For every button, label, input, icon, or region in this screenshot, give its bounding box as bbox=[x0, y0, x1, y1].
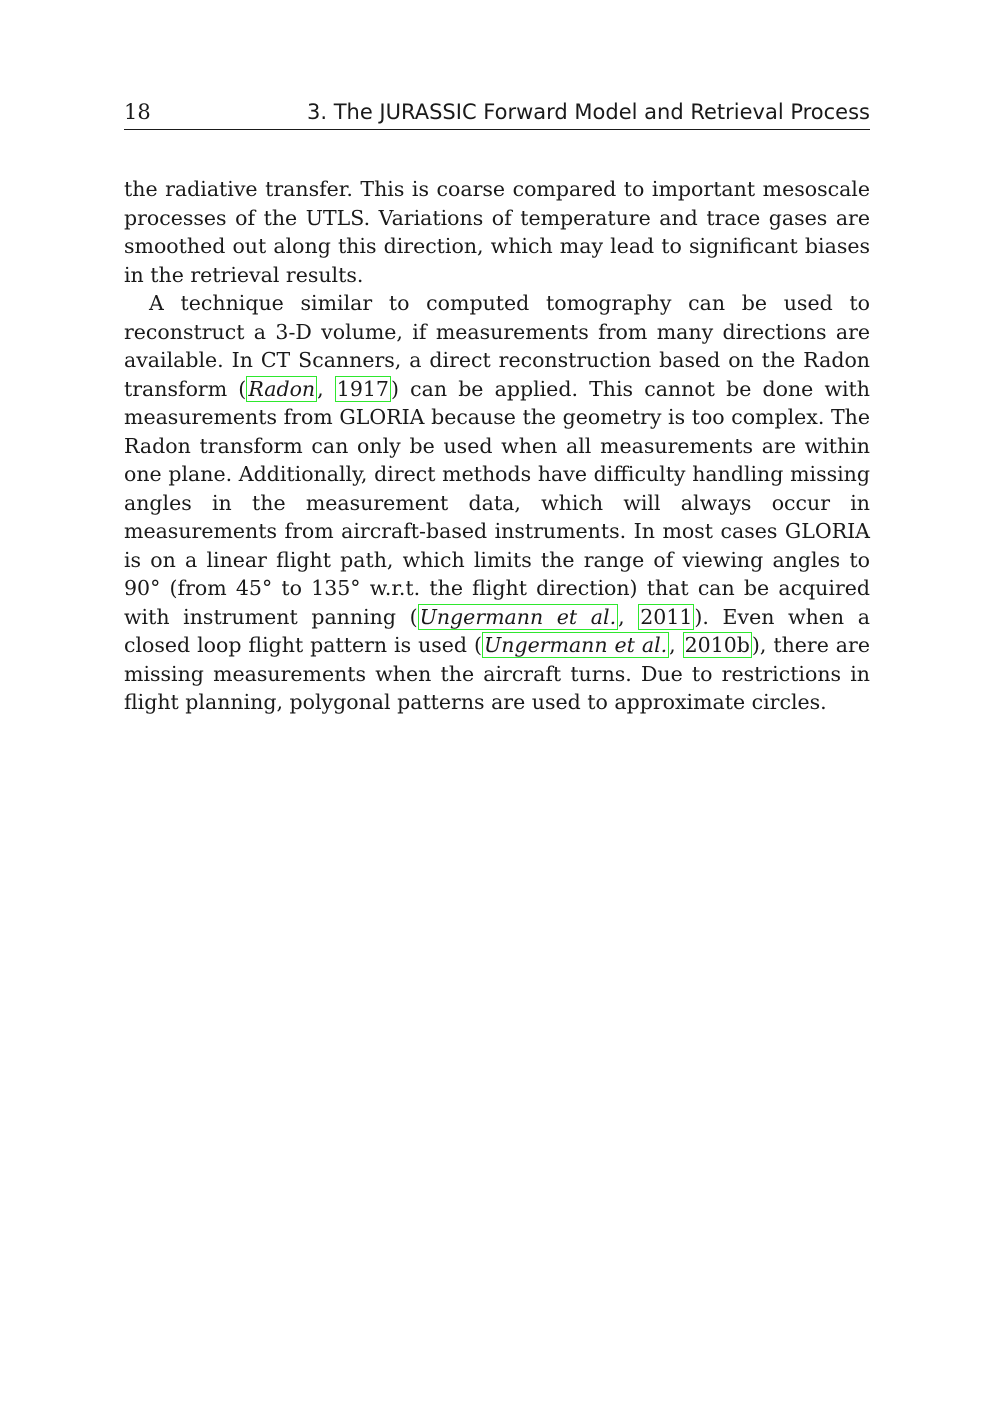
paragraph-2-part-3: ). Even when a closed loop flight pattern is used ( bbox=[124, 604, 870, 657]
page-header bbox=[124, 96, 870, 130]
citation-ungermann-2011-author-link[interactable]: Ungermann et al. bbox=[419, 604, 617, 629]
paragraph-2-part-1: A technique similar to computed tomography can be used to reconstruct a 3-D volume, if measurements from many directions are available. In CT Scanners, a direct reconstruction based on the Radon transform ( bbox=[124, 291, 870, 401]
citation-ungermann-2010b-year-link[interactable]: 2010b bbox=[684, 633, 750, 657]
citation-radon-author-link[interactable]: Radon bbox=[248, 376, 316, 401]
paragraph-1: the radiative transfer. This is coarse compared to important mesoscale processes of the UTLS. Variations of temperature and trace gases are smoothed out along this direction, which may lead to significant biases in the retrieval results. bbox=[124, 177, 870, 287]
body-text bbox=[124, 175, 870, 717]
citation-ungermann-2010b-author-link[interactable]: Ungermann et al. bbox=[483, 633, 668, 657]
citation-ungermann-2011-year-link[interactable]: 2011 bbox=[640, 604, 693, 629]
paragraph-2: A technique similar to computed tomography can be used to reconstruct a 3-D volume, if measurements from many directions are available. In CT Scanners, a direct reconstruction based on the Radon transform (Radon, 1917) can be applied. This cannot be done with measurements from GLORIA because the geometry is too complex. The Radon transform can only be used when all measurements are within one plane. Additionally, direct methods have difficulty handling missing angles in the measurement data, which will always occur in measurements from aircraft-based instruments. In most cases GLORIA is on a linear flight path, which limits the range of viewing angles to 90° (from 45° to 135° w.r.t. the flight direction) that can be acquired with instrument panning (Ungermann et al., 2011). Even when a closed loop flight pattern is used (Ungermann et al., 2010b), there are missing measurements when the aircraft turns. Due to restrictions in flight planning, polygonal patterns are used to approximate circles. bbox=[124, 291, 870, 714]
page-number: 18 bbox=[124, 100, 151, 124]
running-title: 3. The JURASSIC Forward Model and Retrieval Process bbox=[306, 100, 870, 124]
citation-radon-year-link[interactable]: 1917 bbox=[336, 376, 389, 401]
paragraph-2-part-2: ) can be applied. This cannot be done with measurements from GLORIA because the geometry is too complex. The Radon transform can only be used when all measurements are within one plane. Additionally, direct methods have difficulty handling missing angles in the measurement data, which will always occur in measurements from aircraft-based instruments. In most cases GLORIA is on a linear flight path, which limits the range of viewing angles to 90° (from 45° to 135° w.r.t. the flight direction) that can be acquired with instrument panning ( bbox=[124, 376, 870, 629]
paragraph-2-part-4: ), there are missing measurements when the aircraft turns. Due to restrictions in flight planning, polygonal patterns are used to approximate circles. bbox=[124, 633, 870, 714]
